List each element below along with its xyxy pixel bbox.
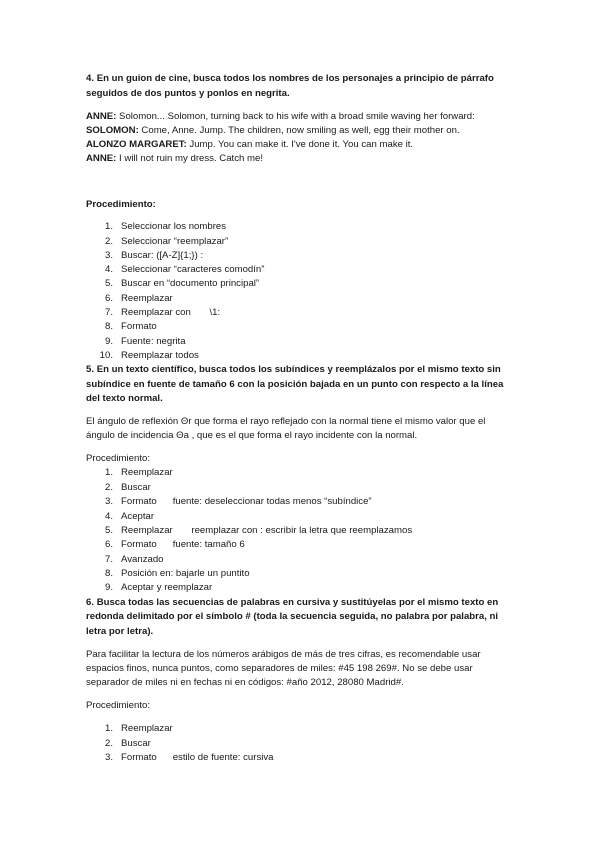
ex4-procedure-label: Procedimiento: [86, 199, 156, 210]
ex6-step: Reemplazar [121, 723, 173, 734]
ex4-step: Reemplazar con \1: [121, 307, 221, 318]
ex4-heading-line-1 [86, 73, 494, 85]
ex5-heading-text-1: En un texto científico, busca todos los subíndices y reemplázalos por el mismo texto sin [96, 364, 501, 375]
script-text: Come, Anne. Jump. The children, now smiling as well, egg their mother on. [138, 125, 460, 136]
ex4-step: Seleccionar “reemplazar” [121, 236, 229, 247]
ex4-heading-text-1: En un guion de cine, busca todos los nombres de los personajes a principio de párrafo [96, 73, 494, 84]
step-number: 3. [104, 250, 113, 261]
step-number: 6. [104, 293, 113, 304]
ex5-heading-line-1 [86, 364, 501, 376]
ex4-heading-number: 4. [86, 73, 95, 84]
ex4-step: Fuente: negrita [121, 336, 186, 347]
step-number: 4. [104, 511, 113, 522]
ex4-step: Seleccionar “caracteres comodín” [121, 264, 265, 275]
step-number: 8. [104, 568, 113, 579]
ex6-heading-text-1: Busca todas las secuencias de palabras en cursiva y sustitúyelas por el mismo texto en [96, 597, 499, 608]
ex4-step: Buscar en “documento principal” [121, 278, 260, 289]
step-number: 1. [104, 221, 113, 232]
script-speaker: ALONZO MARGARET: [86, 139, 187, 150]
ex5-procedure-label: Procedimiento: [86, 453, 150, 464]
ex6-heading-line-3: letra por letra). [86, 626, 154, 637]
step-number: 7. [104, 307, 113, 318]
script-line [86, 139, 413, 151]
ex5-step: Aceptar [121, 511, 155, 522]
step-number: 1. [104, 723, 113, 734]
ex5-body-line-1: El ángulo de reflexión Θr que forma el rayo reflejado con la normal tiene el mismo valor que el [86, 416, 486, 427]
ex6-procedure-label: Procedimiento: [86, 700, 150, 711]
ex4-step: Buscar: ([A-Z]{1;}) : [121, 250, 204, 261]
script-text: Solomon... Solomon, turning back to his wife with a broad smile waving her forward: [116, 111, 475, 122]
step-number: 5. [104, 278, 113, 289]
ex6-step: Formato estilo de fuente: cursiva [121, 752, 274, 763]
script-speaker: SOLOMON: [86, 125, 139, 136]
ex5-step: Buscar [121, 482, 151, 493]
ex5-step: Formato fuente: tamaño 6 [121, 539, 245, 550]
step-number: 8. [104, 321, 113, 332]
script-speaker: ANNE: [86, 111, 117, 122]
script-line [86, 153, 263, 165]
ex6-body-line-1: Para facilitar la lectura de los números arábigos de más de tres cifras, es recomendable usar [86, 649, 481, 660]
ex5-step: Reemplazar reemplazar con : escribir la letra que reemplazamos [121, 525, 413, 536]
step-number: 3. [104, 752, 113, 763]
script-line [86, 125, 460, 137]
step-number: 2. [104, 236, 113, 247]
step-number: 5. [104, 525, 113, 536]
ex4-step: Reemplazar [121, 293, 173, 304]
ex4-heading-line-2: seguidos de dos puntos y ponlos en negrita. [86, 88, 290, 99]
ex5-step: Formato fuente: deseleccionar todas menos “subíndice” [121, 496, 372, 507]
ex5-heading-line-2: subíndice en fuente de tamaño 6 con la posición bajada en un punto con respecto a la línea [86, 379, 504, 390]
script-text: Jump. You can make it. I've done it. You can make it. [186, 139, 414, 150]
ex6-heading-line-1 [86, 597, 498, 609]
ex5-step: Reemplazar [121, 467, 173, 478]
step-number: 2. [104, 738, 113, 749]
ex5-body-line-2: ángulo de incidencia Θa , que es el que forma el rayo incidente con la normal. [86, 430, 418, 441]
ex4-step: Reemplazar todos [121, 350, 199, 361]
script-line [86, 111, 475, 123]
step-number: 4. [104, 264, 113, 275]
step-number: 9. [104, 582, 113, 593]
ex6-heading-line-2: redonda delimitado por el símbolo # (toda la secuencia seguida, no palabra por palabra, ni [86, 611, 499, 622]
script-speaker: ANNE: [86, 153, 117, 164]
ex4-step: Seleccionar los nombres [121, 221, 227, 232]
step-number: 7. [104, 554, 113, 565]
step-number: 10. [99, 350, 113, 361]
ex6-heading-number: 6. [86, 597, 95, 608]
ex5-step: Aceptar y reemplazar [121, 582, 213, 593]
ex6-body-line-2: espacios finos, nunca puntos, como separadores de miles: #45 198 269#. No se debe usar [86, 663, 473, 674]
ex4-step: Formato [121, 321, 157, 332]
step-number: 6. [104, 539, 113, 550]
ex5-step: Posición en: bajarle un puntito [121, 568, 250, 579]
ex5-heading-number: 5. [86, 364, 95, 375]
step-number: 2. [104, 482, 113, 493]
ex5-step: Avanzado [121, 554, 164, 565]
script-text: I will not ruin my dress. Catch me! [116, 153, 264, 164]
step-number: 3. [104, 496, 113, 507]
ex6-step: Buscar [121, 738, 151, 749]
ex6-body-line-3: separador de miles ni en fechas ni en códigos: #año 2012, 28080 Madrid#. [86, 677, 404, 688]
step-number: 9. [104, 336, 113, 347]
ex5-heading-line-3: del texto normal. [86, 393, 163, 404]
step-number: 1. [104, 467, 113, 478]
